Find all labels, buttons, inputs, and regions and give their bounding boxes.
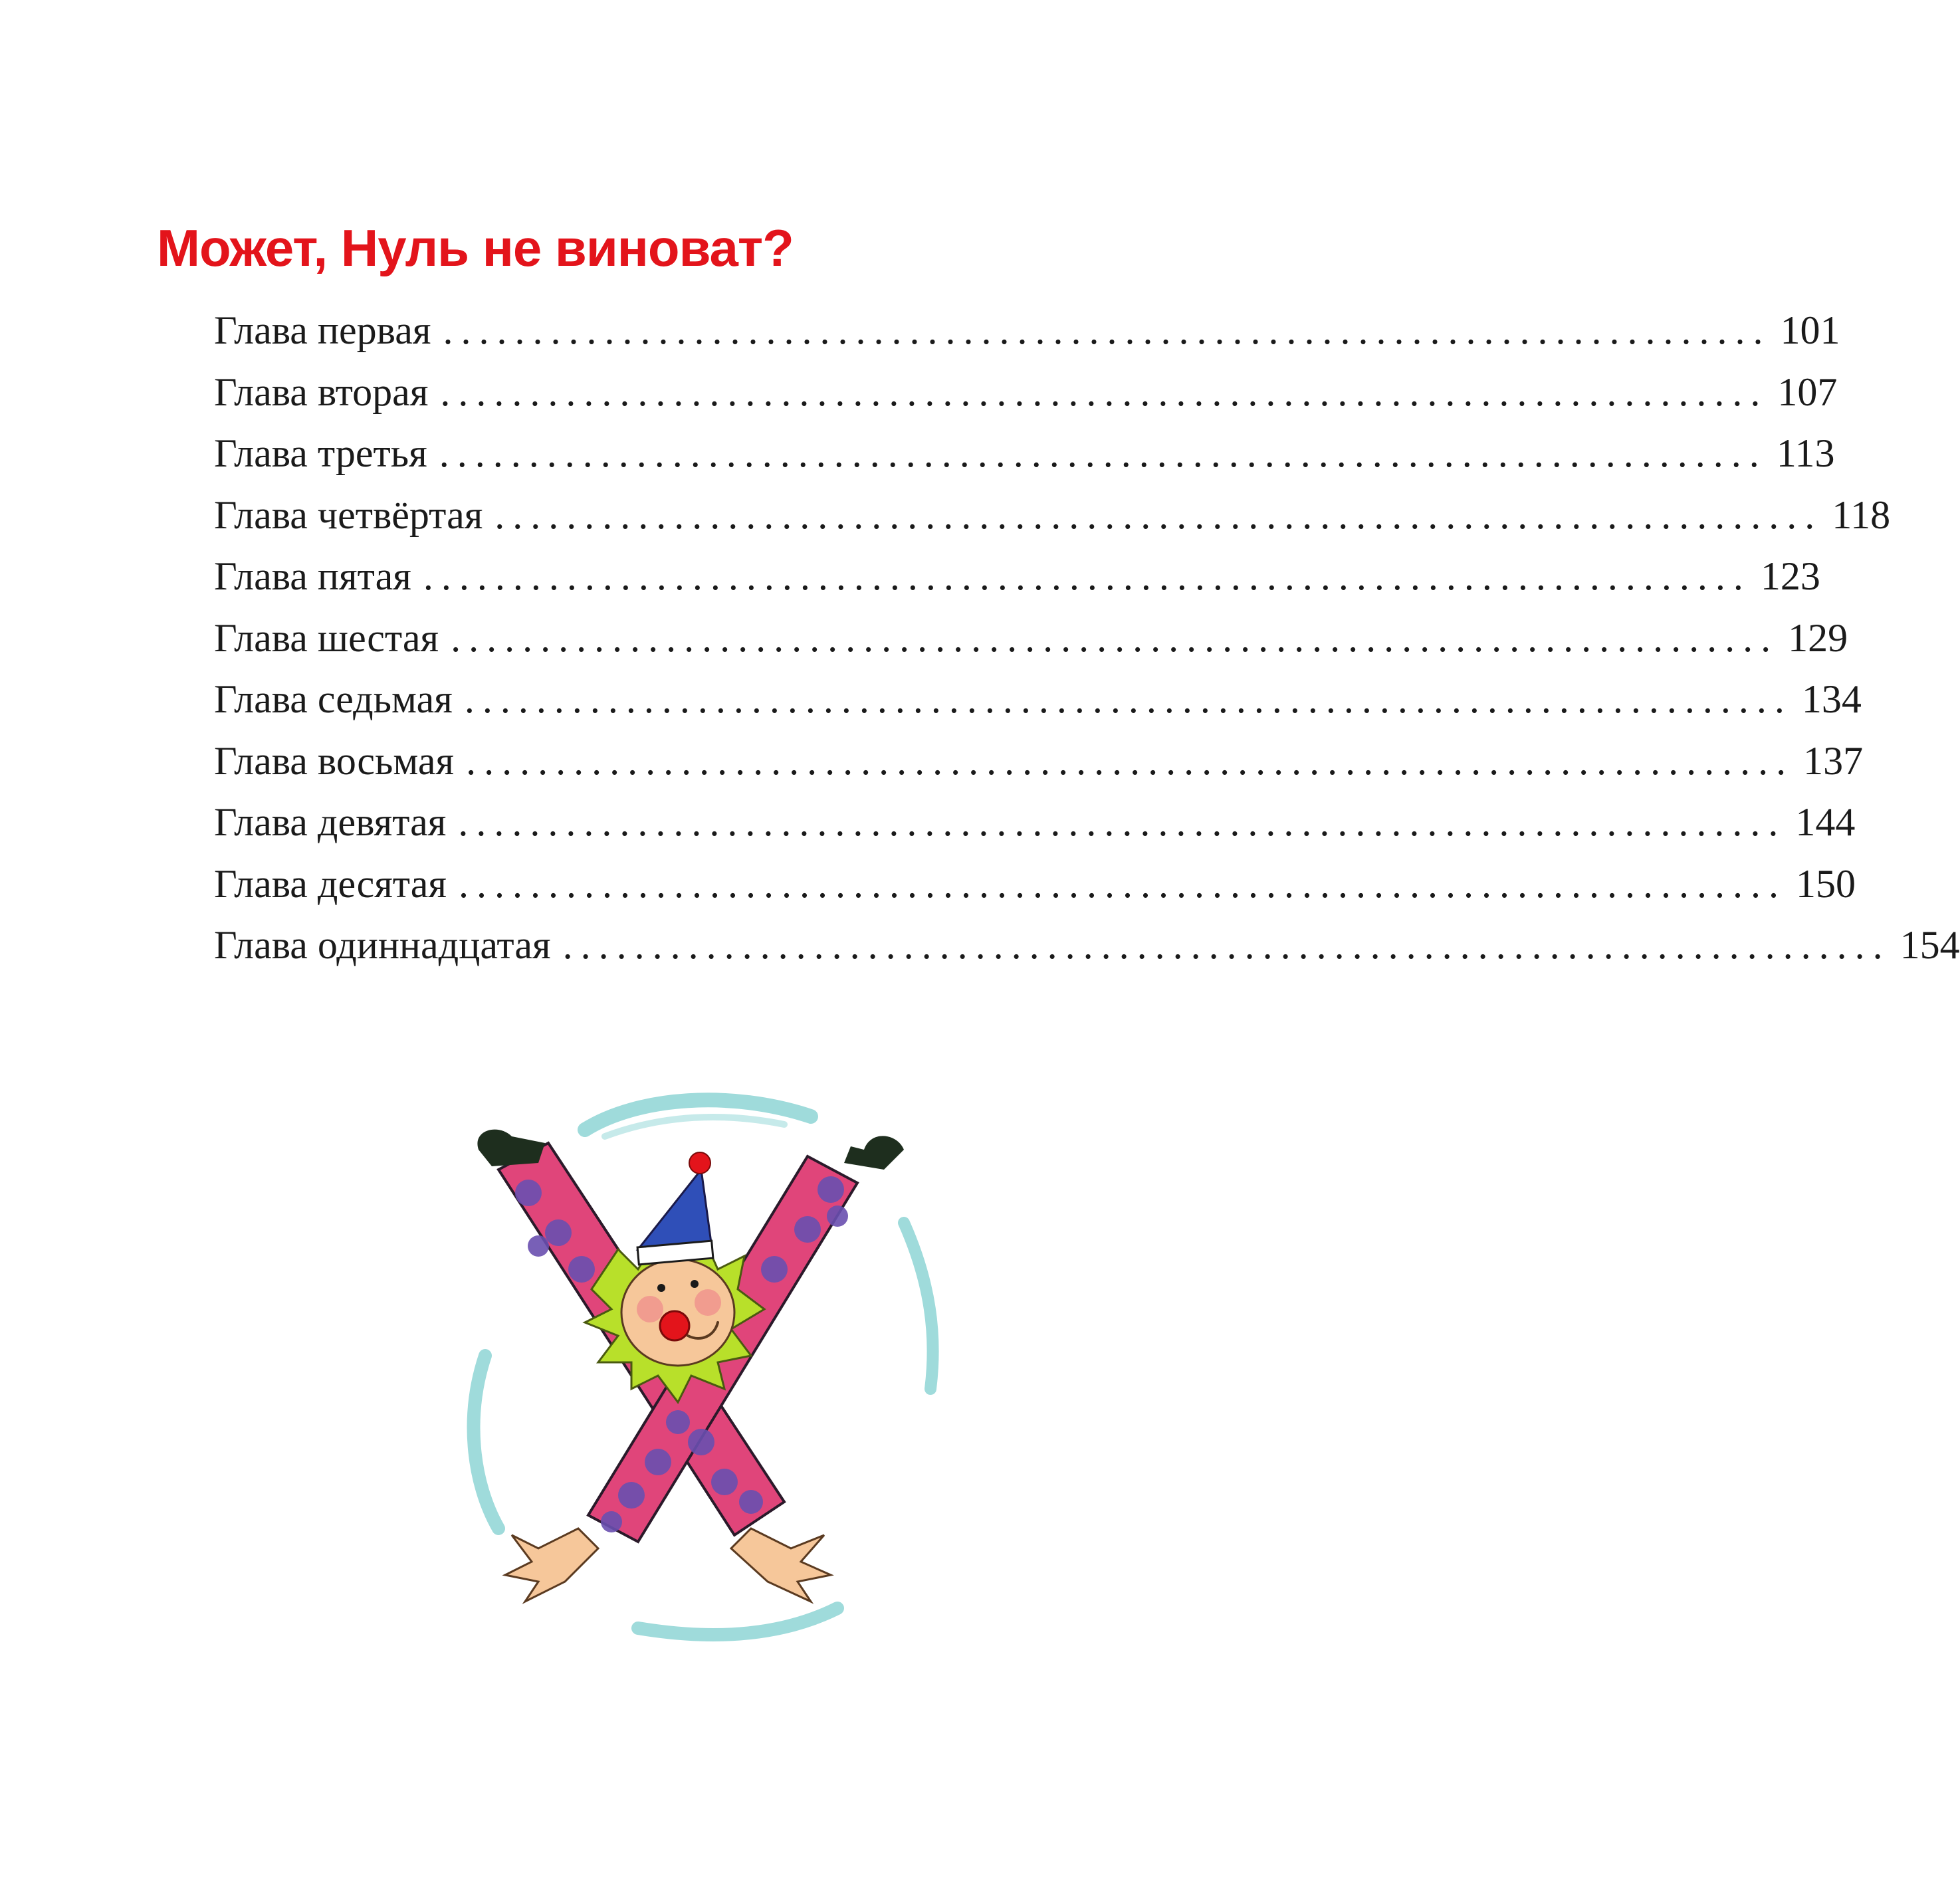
toc-entry-page: 107 <box>1777 369 1838 414</box>
toc-entry[interactable] <box>214 861 1856 926</box>
toc-leader-dots: .......................................................................... <box>458 800 1787 844</box>
toc-entry-label: Глава десятая <box>214 861 447 906</box>
toc-entry-page: 137 <box>1803 738 1864 783</box>
toc-leader-dots: .......................................................................... <box>439 431 1767 475</box>
toc-entry-label: Глава пятая <box>214 554 411 598</box>
toc-leader-dots: .......................................................................... <box>440 369 1769 414</box>
toc-entry-label: Глава восьмая <box>214 738 455 783</box>
toc-entry-page: 144 <box>1795 800 1856 844</box>
clown-figure-icon <box>439 1070 944 1668</box>
clown-hat <box>637 1152 713 1265</box>
toc-entry[interactable] <box>214 800 1856 864</box>
toc-entry-label: Глава третья <box>214 431 427 475</box>
toc-entry-page: 101 <box>1780 308 1840 352</box>
toc-leader-dots: .......................................................................... <box>562 923 1891 967</box>
toc-entry[interactable] <box>214 923 1960 987</box>
toc-leader-dots: .......................................................................... <box>494 492 1823 537</box>
toc-entry-label: Глава первая <box>214 308 431 352</box>
toc-entry[interactable] <box>214 677 1862 741</box>
table-of-contents <box>214 308 1960 987</box>
toc-leader-dots: .......................................................................... <box>443 308 1771 352</box>
toc-entry-page: 113 <box>1776 431 1835 475</box>
toc-entry[interactable] <box>214 554 1820 618</box>
toc-leader-dots: .......................................................................... <box>466 738 1795 783</box>
clown-face <box>621 1259 734 1366</box>
toc-leader-dots: .......................................................................... <box>464 677 1793 721</box>
toc-entry-label: Глава вторая <box>214 369 429 414</box>
toc-entry[interactable] <box>214 369 1838 434</box>
clown-illustration <box>439 1070 944 1668</box>
toc-entry-page: 129 <box>1788 615 1848 660</box>
toc-entry[interactable] <box>214 431 1835 495</box>
toc-leader-dots: .......................................................................... <box>423 554 1751 598</box>
section-title: Может, Нуль не виноват? <box>157 219 794 277</box>
toc-entry-label: Глава седьмая <box>214 677 453 721</box>
toc-entry[interactable] <box>214 615 1848 680</box>
toc-entry-label: Глава девятая <box>214 800 447 844</box>
toc-entry-label: Глава шестая <box>214 615 439 660</box>
toc-entry-label: Глава четвёртая <box>214 492 483 537</box>
toc-entry[interactable] <box>214 308 1840 372</box>
toc-entry-page: 154 <box>1900 923 1960 967</box>
toc-entry[interactable] <box>214 492 1891 557</box>
clown-hands <box>505 1528 831 1602</box>
toc-entry-page: 150 <box>1795 861 1856 906</box>
toc-leader-dots: .......................................................................... <box>458 861 1787 906</box>
toc-leader-dots: .......................................................................... <box>451 615 1779 660</box>
toc-entry-page: 123 <box>1760 554 1820 598</box>
toc-entry-page: 118 <box>1832 492 1891 537</box>
toc-entry[interactable] <box>214 738 1864 803</box>
toc-entry-label: Глава одиннадцатая <box>214 923 551 967</box>
toc-entry-page: 134 <box>1801 677 1862 721</box>
